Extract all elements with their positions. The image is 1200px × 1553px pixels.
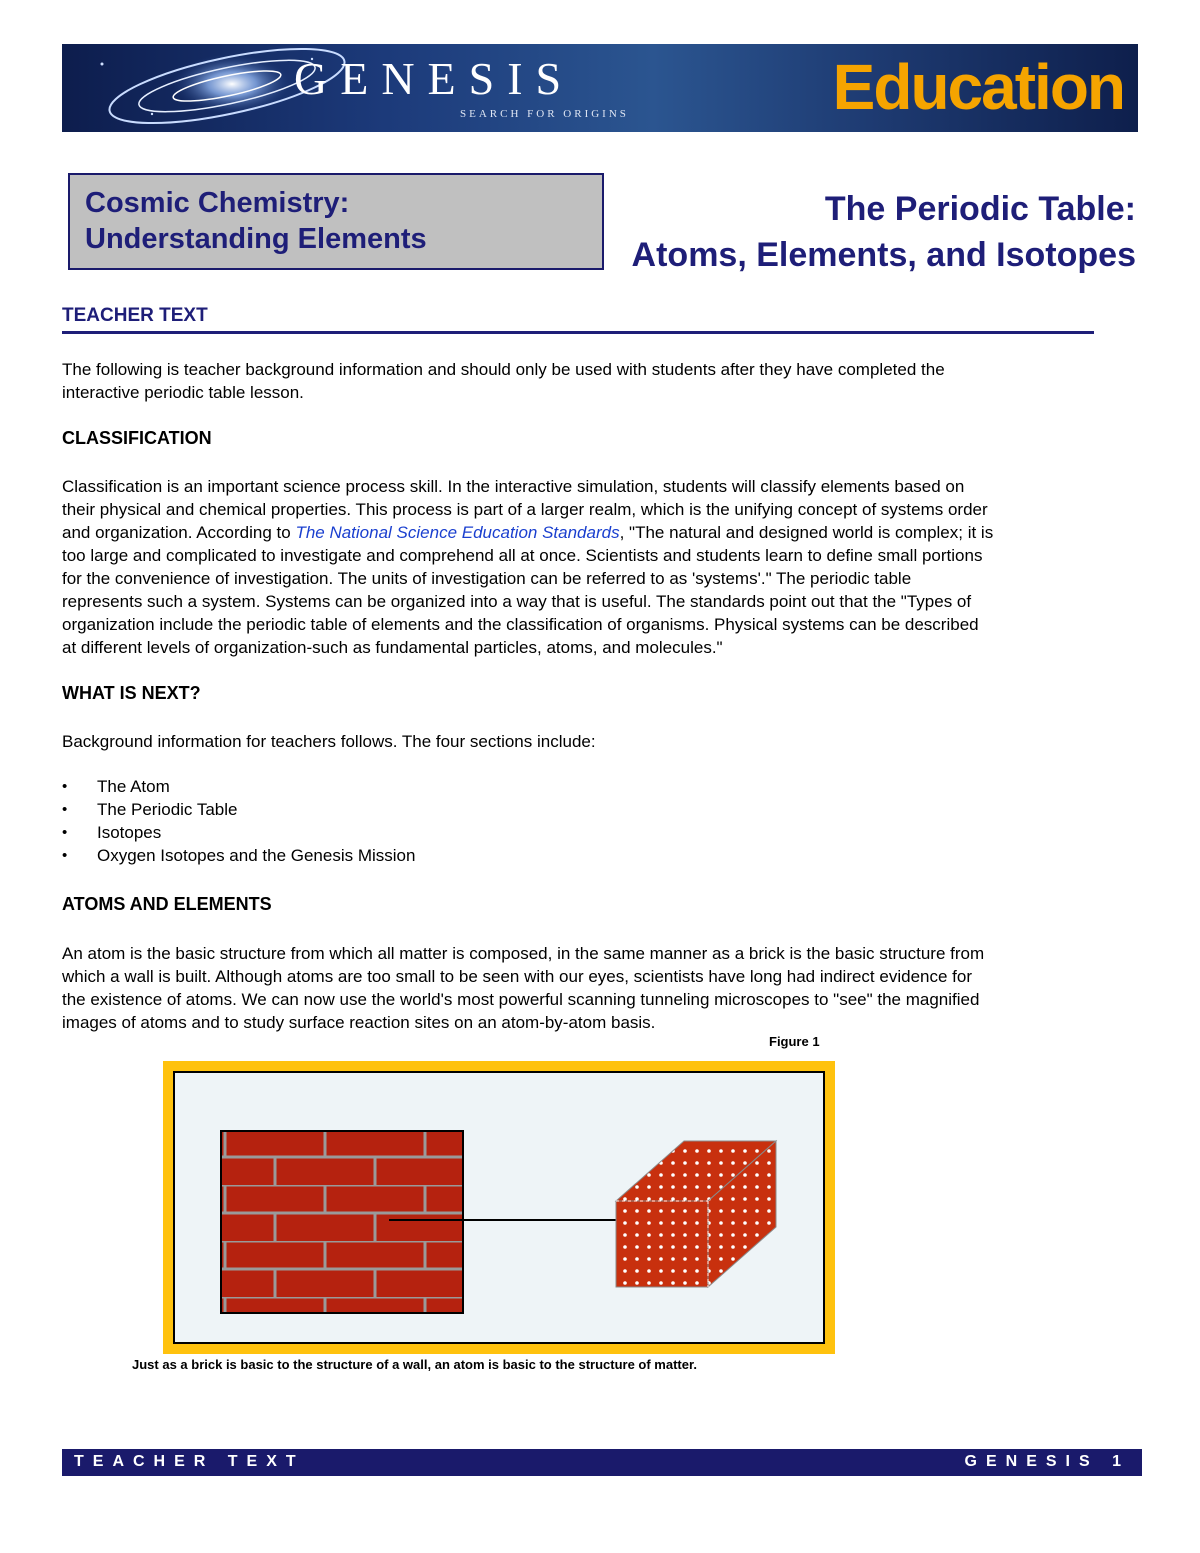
brick-wall [221,1131,463,1313]
genesis-logo-text: GENESIS [294,53,575,104]
paragraph-line: at different levels of organization-such as fundamental particles, atoms, and molecules." [62,638,723,657]
figure-canvas [173,1071,825,1344]
list-item: • Oxygen Isotopes and the Genesis Mission [62,844,415,867]
paragraph-line: An atom is the basic structure from which all matter is composed, in the same manner as a brick is the basic structure from [62,944,985,963]
figure-caption: Just as a brick is basic to the structure of a wall, an atom is basic to the structure of matter. [132,1357,697,1372]
paragraph-line: organization include the periodic table of elements and the classification of organisms. Physical systems can be described [62,615,979,634]
sections-list [62,775,415,867]
paragraph-text: , "The natural and designed world is complex; it is [619,523,994,542]
genesis-tagline: SEARCH FOR ORIGINS [460,108,629,120]
genesis-education-banner [62,44,1138,132]
footer-bar [62,1449,1142,1476]
paragraph-line: for the convenience of investigation. The units of investigation can be referred to as 'systems'." The periodic table [62,569,912,588]
page-title [632,186,1136,278]
list-item: • The Atom [62,775,415,798]
paragraph-line: their physical and chemical properties. This process is part of a larger realm, which is the unifying concept of systems order [62,500,988,519]
atoms-elements-heading: ATOMS AND ELEMENTS [62,894,272,914]
intro-line: interactive periodic table lesson. [62,383,304,402]
page-title-line-1: The Periodic Table: [824,190,1136,228]
paragraph-line: the existence of atoms. We can now use the world's most powerful scanning tunneling microscopes to "see" the magnified [62,990,980,1009]
footer-page-number: GENESIS 1 [964,1453,1130,1470]
page-title-line-2: Atoms, Elements, and Isotopes [631,236,1136,274]
teacher-text-heading: TEACHER TEXT [62,305,208,326]
paragraph-line: which a wall is built. Although atoms are too small to be seen with our eyes, scientists have long had indirect evidence for [62,967,972,986]
classification-paragraph [62,475,1142,659]
paragraph-line [62,521,1142,544]
heading-divider [62,331,1094,334]
atom-cube [616,1141,776,1287]
classification-heading: CLASSIFICATION [62,428,212,448]
topic-line-1: Cosmic Chemistry: [85,187,350,219]
footer-teacher-text: TEACHER TEXT [74,1453,305,1470]
topic-box [68,173,604,270]
atoms-paragraph [62,942,1142,1034]
brick-atom-illustration [175,1073,823,1342]
next-intro: Background information for teachers follows. The four sections include: [62,732,596,751]
list-item: • Isotopes [62,821,415,844]
education-title: Education [832,51,1124,123]
paragraph-line: represents such a system. Systems can be organized into a way that is useful. The standards point out that the "Types of [62,592,972,611]
paragraph-line: images of atoms and to study surface reaction sites on an atom-by-atom basis. [62,1013,656,1032]
nses-link[interactable]: The National Science Education Standards [295,523,620,542]
paragraph-line: too large and complicated to investigate and comprehend all at once. Scientists and students learn to define small portions [62,546,983,565]
figure-frame [163,1061,835,1354]
paragraph-text: and organization. According to [62,523,296,542]
what-is-next-heading: WHAT IS NEXT? [62,683,201,703]
intro-line: The following is teacher background information and should only be used with students after they have completed the [62,360,945,379]
list-item: • The Periodic Table [62,798,415,821]
paragraph-line: Classification is an important science process skill. In the interactive simulation, students will classify elements based on [62,477,965,496]
intro-paragraph [62,358,1142,404]
figure-label: Figure 1 [769,1034,820,1049]
topic-line-2: Understanding Elements [85,223,427,255]
